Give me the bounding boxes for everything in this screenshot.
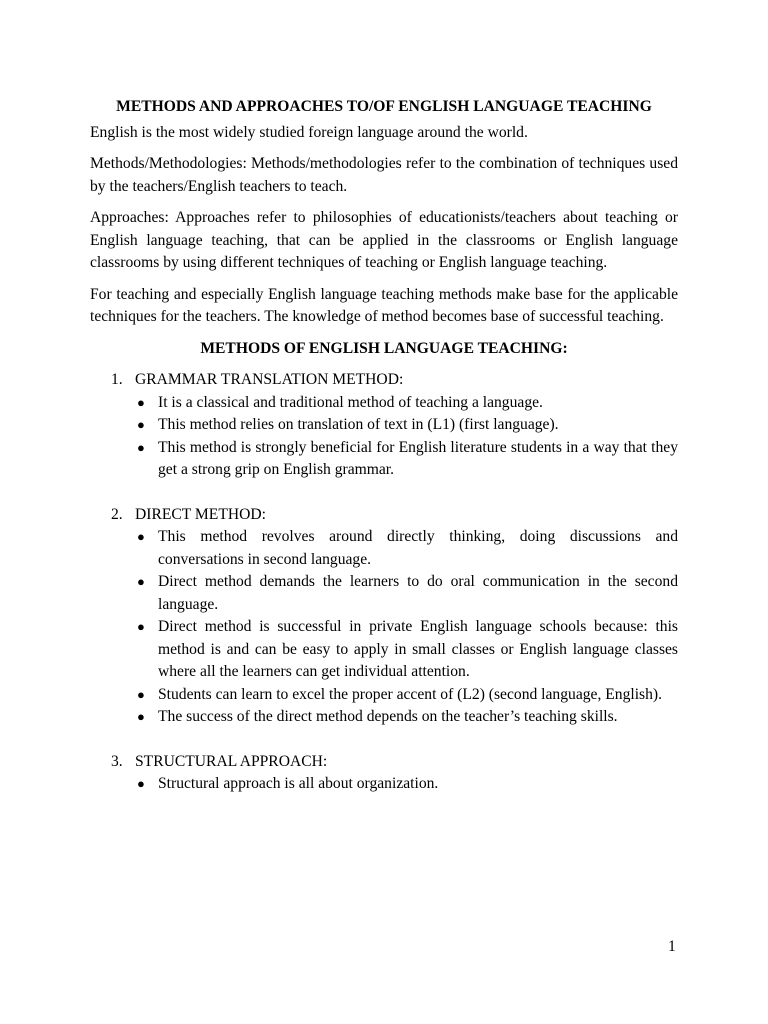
bullet-icon: ● <box>137 709 145 724</box>
document-title: METHODS AND APPROACHES TO/OF ENGLISH LANGUAGE TEACHING <box>116 98 652 115</box>
intro-paragraph: Methods/Methodologies: Methods/methodologies refer to the combination of techniques used by the teachers/English teachers to teach. <box>90 155 678 195</box>
list-item <box>90 392 678 415</box>
bullet-list <box>90 392 678 482</box>
method-grammar-translation <box>90 369 678 482</box>
method-number: 1. <box>111 371 123 388</box>
method-direct <box>90 504 678 729</box>
bullet-icon: ● <box>137 619 145 634</box>
method-structural-approach <box>90 751 678 796</box>
bullet-text: It is a classical and traditional method of teaching a language. <box>158 393 543 411</box>
list-item <box>90 437 678 482</box>
list-item <box>90 526 678 571</box>
list-item <box>90 684 678 707</box>
intro-paragraph: English is the most widely studied foreign language around the world. <box>90 123 528 141</box>
document-page <box>90 96 678 818</box>
list-item <box>90 706 678 729</box>
method-heading <box>111 369 678 392</box>
list-item <box>90 571 678 616</box>
bullet-text: This method is strongly beneficial for English literature students in a way that they get a strong grip on English grammar. <box>158 438 678 478</box>
bullet-text: This method revolves around directly thinking, doing discussions and conversations in second language. <box>158 528 678 568</box>
method-number: 2. <box>111 505 123 523</box>
bullet-text: Structural approach is all about organization. <box>158 775 439 792</box>
bullet-icon: ● <box>137 574 145 589</box>
intro-paragraph: For teaching and especially English language teaching methods make base for the applicable techniques for the teachers. The knowledge of method becomes base of successful teaching. <box>90 285 678 325</box>
page-number: 1 <box>668 938 676 955</box>
bullet-icon: ● <box>137 776 145 791</box>
bullet-icon: ● <box>137 417 145 432</box>
list-item <box>90 414 678 437</box>
list-item <box>90 616 678 684</box>
bullet-text: Direct method demands the learners to do oral communication in the second language. <box>158 573 678 613</box>
method-heading <box>111 751 678 774</box>
bullet-icon: ● <box>137 394 145 410</box>
method-name: GRAMMAR TRANSLATION METHOD: <box>135 371 404 388</box>
method-number: 3. <box>111 752 123 770</box>
section-heading: METHODS OF ENGLISH LANGUAGE TEACHING: <box>200 339 568 357</box>
bullet-text: Students can learn to excel the proper accent of (L2) (second language, English). <box>158 685 663 703</box>
bullet-text: The success of the direct method depends on the teacher’s teaching skills. <box>158 708 618 725</box>
bullet-icon: ● <box>137 529 145 544</box>
bullet-list <box>90 526 678 729</box>
method-heading <box>111 504 678 527</box>
bullet-text: Direct method is successful in private English language schools because: this method is and can be easy to apply in small classes or English language classes where all the learners can get individual attention. <box>158 618 678 680</box>
method-name: STRUCTURAL APPROACH: <box>135 752 328 770</box>
list-item <box>90 773 678 796</box>
bullet-icon: ● <box>137 686 145 702</box>
bullet-list <box>90 773 678 796</box>
method-name: DIRECT METHOD: <box>135 505 266 523</box>
bullet-icon: ● <box>137 439 145 455</box>
bullet-text: This method relies on translation of text in (L1) (first language). <box>158 416 559 433</box>
intro-paragraph: Approaches: Approaches refer to philosophies of educationists/teachers about teaching or English language teaching, that can be applied in the classrooms or English language classrooms by using different techniques of teaching or English language teaching. <box>90 209 678 271</box>
